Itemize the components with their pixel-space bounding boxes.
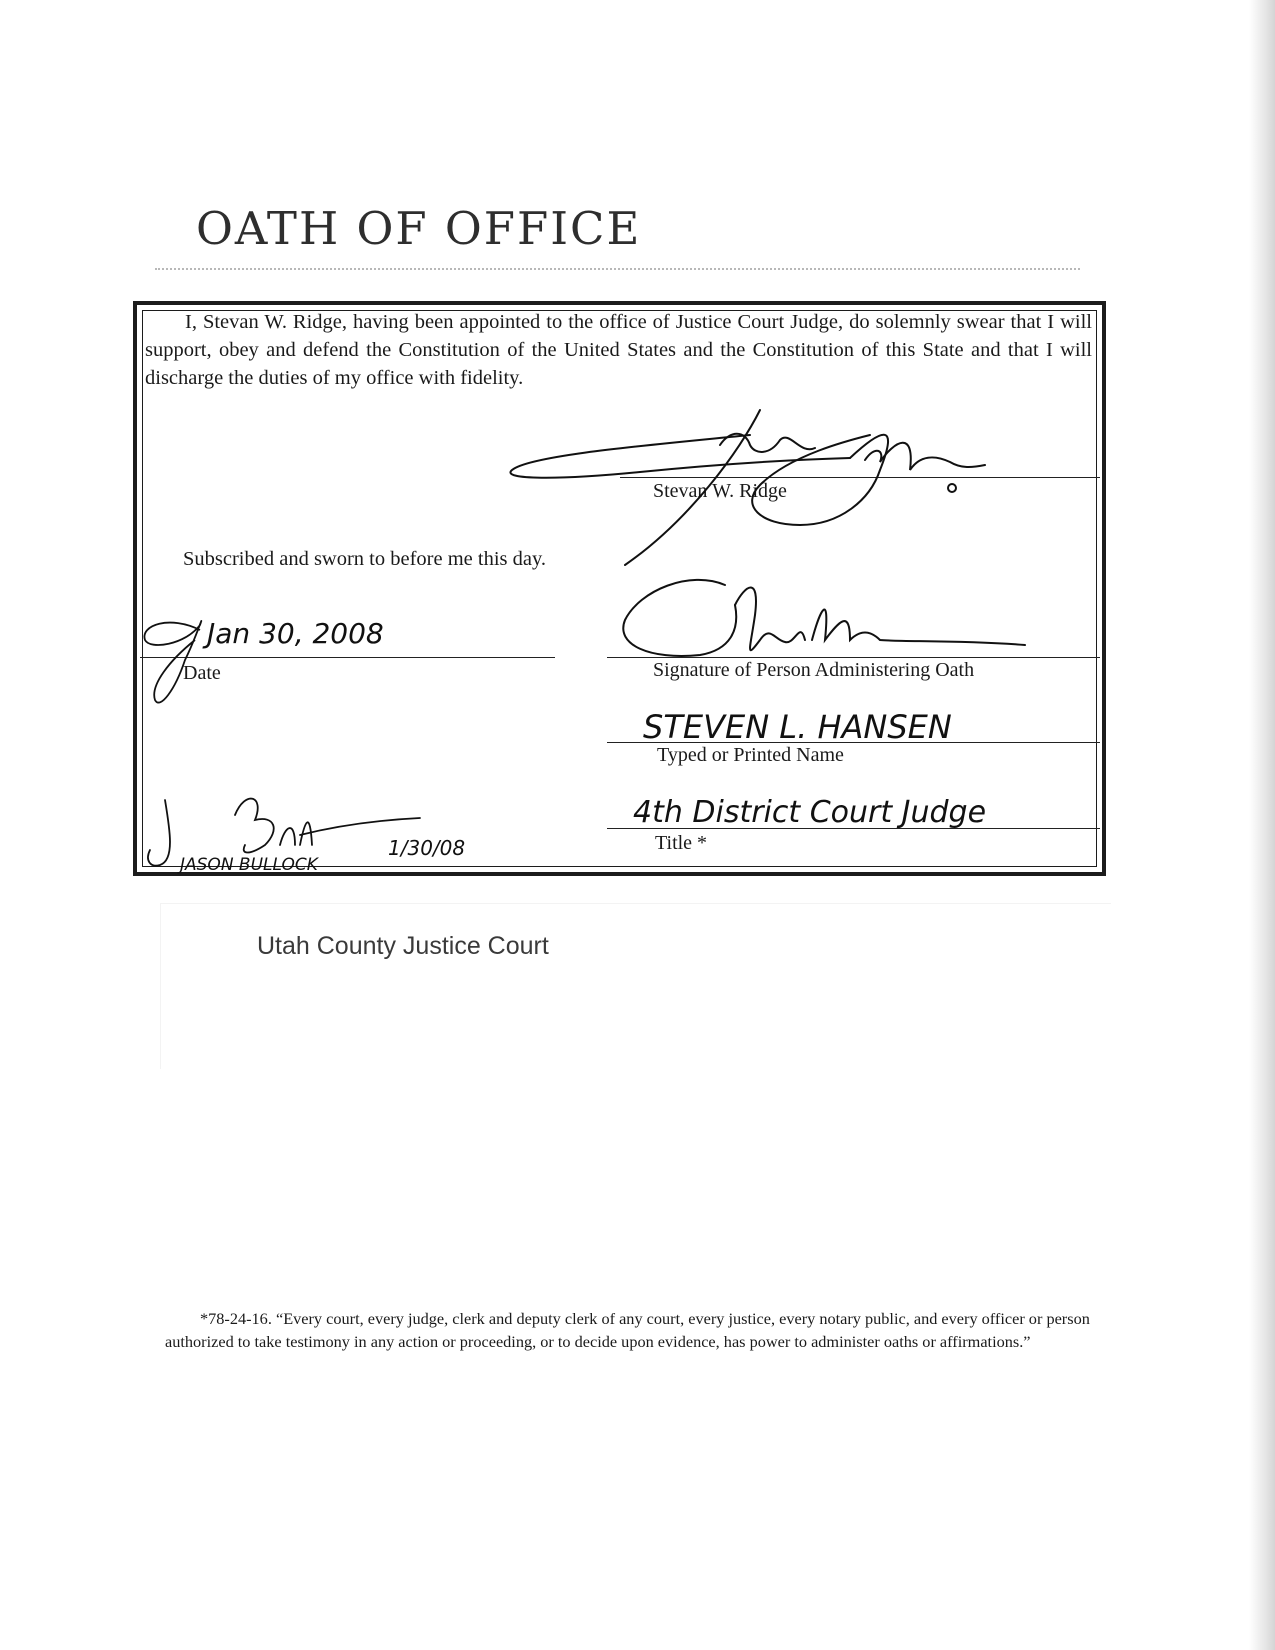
handwritten-title: 4th District Court Judge <box>633 795 987 830</box>
handwritten-date: Jan 30, 2008 <box>207 617 384 650</box>
date-label: Date <box>183 662 221 684</box>
page-edge-shadow <box>1249 0 1275 1650</box>
admin-signature-label: Signature of Person Administering Oath <box>653 659 975 681</box>
handwritten-printed-name: STEVEN L. HANSEN <box>643 708 952 746</box>
page-title: OATH OF OFFICE <box>196 202 642 255</box>
subscribed-statement: Subscribed and sworn to before me this day. <box>183 548 547 570</box>
oath-statement: I, Stevan W. Ridge, having been appointed to the office of Justice Court Judge, do solemnly swear that I will support, obey and defend the Constitution of the United States and the Constitution of this State and that I will discharge the duties of my office with fidelity. <box>145 311 1092 389</box>
admin-signature-line <box>607 657 1100 658</box>
printed-name-label: Typed or Printed Name <box>657 744 844 766</box>
affiant-name-label: Stevan W. Ridge <box>653 480 787 502</box>
statute-footnote: *78-24-16. “Every court, every judge, clerk and deputy clerk of any court, every justice, every notary public, and every officer or person authorized to take testimony in any action or proceeding, or to decide upon evidence, has power to administer oaths or affirmations.” <box>165 1309 1090 1351</box>
title-label: Title * <box>655 832 708 854</box>
oath-box-inner-border <box>142 310 1097 867</box>
date-line <box>140 657 555 658</box>
court-name: Utah County Justice Court <box>257 932 549 960</box>
handwritten-witness-name: JASON BULLOCK <box>180 855 318 875</box>
title-line <box>607 828 1100 829</box>
printed-name-line <box>607 742 1100 743</box>
handwritten-witness-date: 1/30/08 <box>388 836 466 860</box>
title-divider <box>155 268 1080 270</box>
court-panel <box>160 903 1111 1069</box>
affiant-signature-line <box>620 477 1100 478</box>
